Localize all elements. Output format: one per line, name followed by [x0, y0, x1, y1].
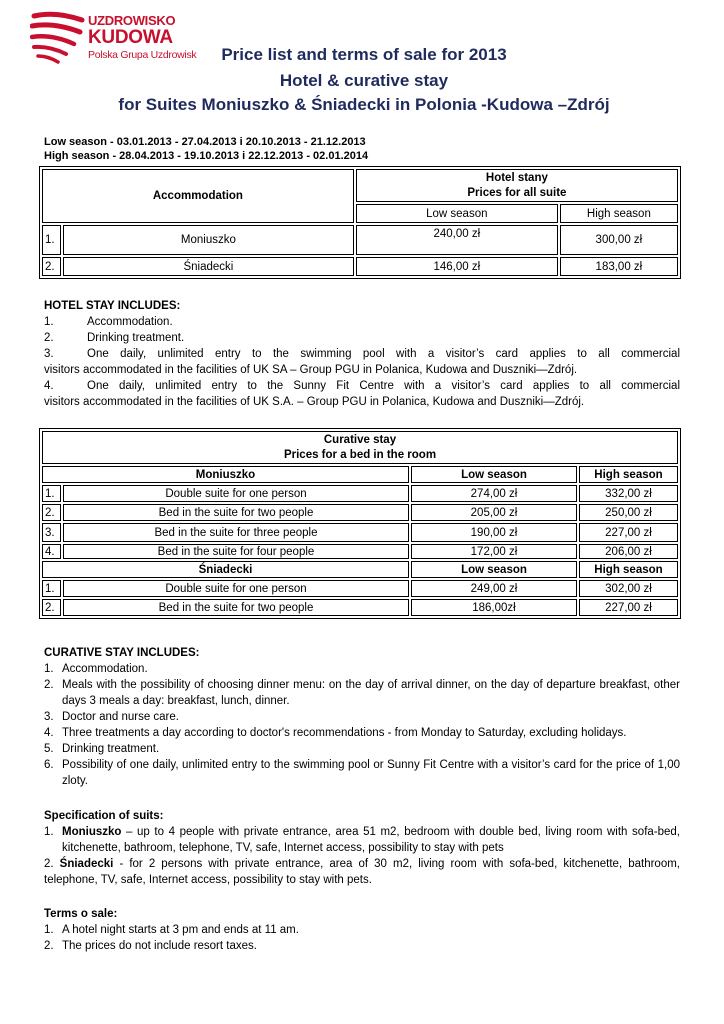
price-low: 240,00 zł [356, 225, 558, 255]
item-text-continued: visitors accommodated in the facilities of UK SA – Group PGU in Polanica, Kudowa and Duszniki—Zdrój. [44, 364, 578, 376]
item-text: Doctor and nurse care. [62, 711, 179, 723]
price-high: 183,00 zł [560, 257, 678, 276]
list-item [44, 938, 680, 954]
item-number: 1. [44, 924, 54, 936]
list-item [44, 378, 680, 394]
item-number: 2. [44, 332, 54, 344]
price-high: 227,00 zł [579, 599, 678, 616]
item-text: Three treatments a day according to doctor's recommendations - from Monday to Saturday, excluding holidays. [62, 727, 627, 739]
curative-col-low: Low season [411, 466, 577, 483]
row-number: 1. [42, 485, 61, 502]
room-type: Double suite for one person [63, 580, 409, 597]
item-number: 4. [44, 380, 54, 392]
table-row [42, 580, 678, 597]
high-season-dates: High season - 28.04.2013 - 19.10.2013 i 22.12.2013 - 02.01.2014 [44, 150, 369, 162]
price-low: 146,00 zł [356, 257, 558, 276]
list-item [44, 741, 680, 757]
logo-line-2: KUDOWA [88, 27, 173, 48]
item-number: 4. [44, 727, 54, 739]
hotel-group-header-line-2: Prices for all suite [467, 186, 567, 199]
price-low: 274,00 zł [411, 485, 577, 502]
curative-header-line-2: Prices for a bed in the room [283, 448, 437, 461]
room-type: Bed in the suite for two people [63, 504, 409, 521]
list-item [44, 661, 680, 677]
curative-col-high: High season [579, 466, 678, 483]
item-text: – up to 4 people with private entrance, area 51 m2, bedroom with double bed, living room with sofa-bed, kitchenette, bathroom, telephone, TV, safe, Internet access, possibility to stay with pets [62, 826, 680, 854]
list-item [44, 709, 680, 725]
hotel-col-high: High season [560, 204, 678, 223]
terms-section [44, 906, 680, 954]
row-number: 4. [42, 544, 61, 559]
item-number: 1. [44, 316, 54, 328]
low-season-dates: Low season - 03.01.2013 - 27.04.2013 i 20.10.2013 - 21.12.2013 [44, 136, 366, 148]
suite-name: Śniadecki [59, 858, 114, 870]
price-high: 300,00 zł [560, 225, 678, 255]
room-type: Bed in the suite for four people [63, 544, 409, 559]
item-text: One daily, unlimited entry to the swimming pool with a visitor’s card applies to all commercial [87, 348, 680, 360]
item-text: Drinking treatment. [62, 743, 160, 755]
hotel-includes-section [44, 298, 680, 410]
curative-header [42, 431, 678, 464]
curative-includes-heading: CURATIVE STAY INCLUDES: [44, 647, 200, 659]
item-text-continued: visitors accommodated in the facilities of UK S.A. – Group PGU in Polanica, Kudowa and Duszniki—Zdrój. [44, 396, 585, 408]
row-number: 1. [42, 580, 61, 597]
curative-col-high: High season [579, 561, 678, 578]
table-row [42, 599, 678, 616]
price-high: 250,00 zł [579, 504, 678, 521]
item-text: A hotel night starts at 3 pm and ends at 11 am. [62, 924, 299, 936]
list-item [44, 922, 680, 938]
logo-line-1: UZDROWISKO [88, 13, 176, 28]
item-number: 3. [44, 348, 54, 360]
row-number: 2. [42, 599, 61, 616]
hotel-price-table [39, 166, 681, 279]
item-text: Meals with the possibility of choosing dinner menu: on the day of arrival dinner, on the day of departure breakfast, other days 3 meals a day: breakfast, lunch, dinner. [62, 679, 680, 707]
item-number: 1. [44, 826, 54, 838]
item-number: 1. [44, 663, 54, 675]
row-number: 2. [42, 257, 61, 276]
table-row [42, 544, 678, 559]
list-item [44, 824, 680, 856]
hotel-includes-heading: HOTEL STAY INCLUDES: [44, 300, 181, 312]
list-item [44, 314, 680, 330]
curative-includes-section [44, 645, 680, 789]
page-title-line-2: Hotel & curative stay [279, 71, 449, 90]
accommodation-header: Accommodation [42, 169, 354, 223]
table-row [42, 257, 678, 276]
item-number: 2. [44, 858, 54, 870]
price-low: 205,00 zł [411, 504, 577, 521]
list-item [44, 330, 680, 346]
room-type: Bed in the suite for two people [63, 599, 409, 616]
spec-heading: Specification of suits: [44, 810, 164, 822]
hotel-group-header-line-1: Hotel stany [485, 171, 548, 184]
suite-name: Śniadecki [63, 257, 354, 276]
price-high: 227,00 zł [579, 523, 678, 542]
list-item [44, 757, 680, 789]
item-text: - for 2 persons with private entrance, area of 30 m2, living room with sofa-bed, kitchenette, bathroom, [113, 858, 680, 870]
item-number: 3. [44, 711, 54, 723]
table-row [42, 523, 678, 542]
section-name: Moniuszko [42, 466, 409, 483]
price-low: 190,00 zł [411, 523, 577, 542]
row-number: 3. [42, 523, 61, 542]
item-text: Accommodation. [87, 316, 173, 328]
page-title-line-3: for Suites Moniuszko & Śniadecki in Polonia -Kudowa –Zdrój [118, 95, 610, 114]
price-low: 249,00 zł [411, 580, 577, 597]
table-row [42, 504, 678, 521]
list-item [44, 346, 680, 362]
terms-heading: Terms o sale: [44, 908, 118, 920]
item-text: One daily, unlimited entry to the Sunny Fit Centre with a visitor’s card applies to all commercial [87, 380, 680, 392]
item-number: 2. [44, 940, 54, 952]
item-number: 5. [44, 743, 54, 755]
curative-col-low: Low season [411, 561, 577, 578]
price-high: 332,00 zł [579, 485, 678, 502]
hotel-col-low: Low season [356, 204, 558, 223]
price-high: 302,00 zł [579, 580, 678, 597]
item-text: The prices do not include resort taxes. [62, 940, 257, 952]
item-text: Accommodation. [62, 663, 148, 675]
curative-price-table [39, 428, 681, 619]
item-number: 6. [44, 759, 54, 771]
suite-specification-section [44, 808, 680, 888]
room-type: Bed in the suite for three people [63, 523, 409, 542]
row-number: 1. [42, 225, 61, 255]
item-text: Possibility of one daily, unlimited entry to the swimming pool or Sunny Fit Centre with a visitor’s card for the price of 1,00 zloty. [62, 759, 680, 787]
price-low: 172,00 zł [411, 544, 577, 559]
page-title-line-1: Price list and terms of sale for 2013 [221, 45, 507, 64]
list-item [44, 725, 680, 741]
item-text-continued: telephone, TV, safe, Internet access, possibility to stay with pets. [44, 874, 372, 886]
list-item [44, 856, 680, 872]
item-text: Drinking treatment. [87, 332, 185, 344]
price-high: 206,00 zł [579, 544, 678, 559]
price-low: 186,00zł [411, 599, 577, 616]
section-name: Śniadecki [42, 561, 409, 578]
table-row [42, 225, 678, 255]
suite-name: Moniuszko [62, 826, 122, 838]
item-number: 2. [44, 679, 54, 691]
list-item [44, 677, 680, 709]
curative-header-line-1: Curative stay [323, 433, 397, 446]
logo-line-3: Polska Grupa Uzdrowisk [88, 49, 197, 61]
row-number: 2. [42, 504, 61, 521]
suite-name: Moniuszko [63, 225, 354, 255]
hotel-group-header [356, 169, 678, 202]
room-type: Double suite for one person [63, 485, 409, 502]
table-row [42, 485, 678, 502]
